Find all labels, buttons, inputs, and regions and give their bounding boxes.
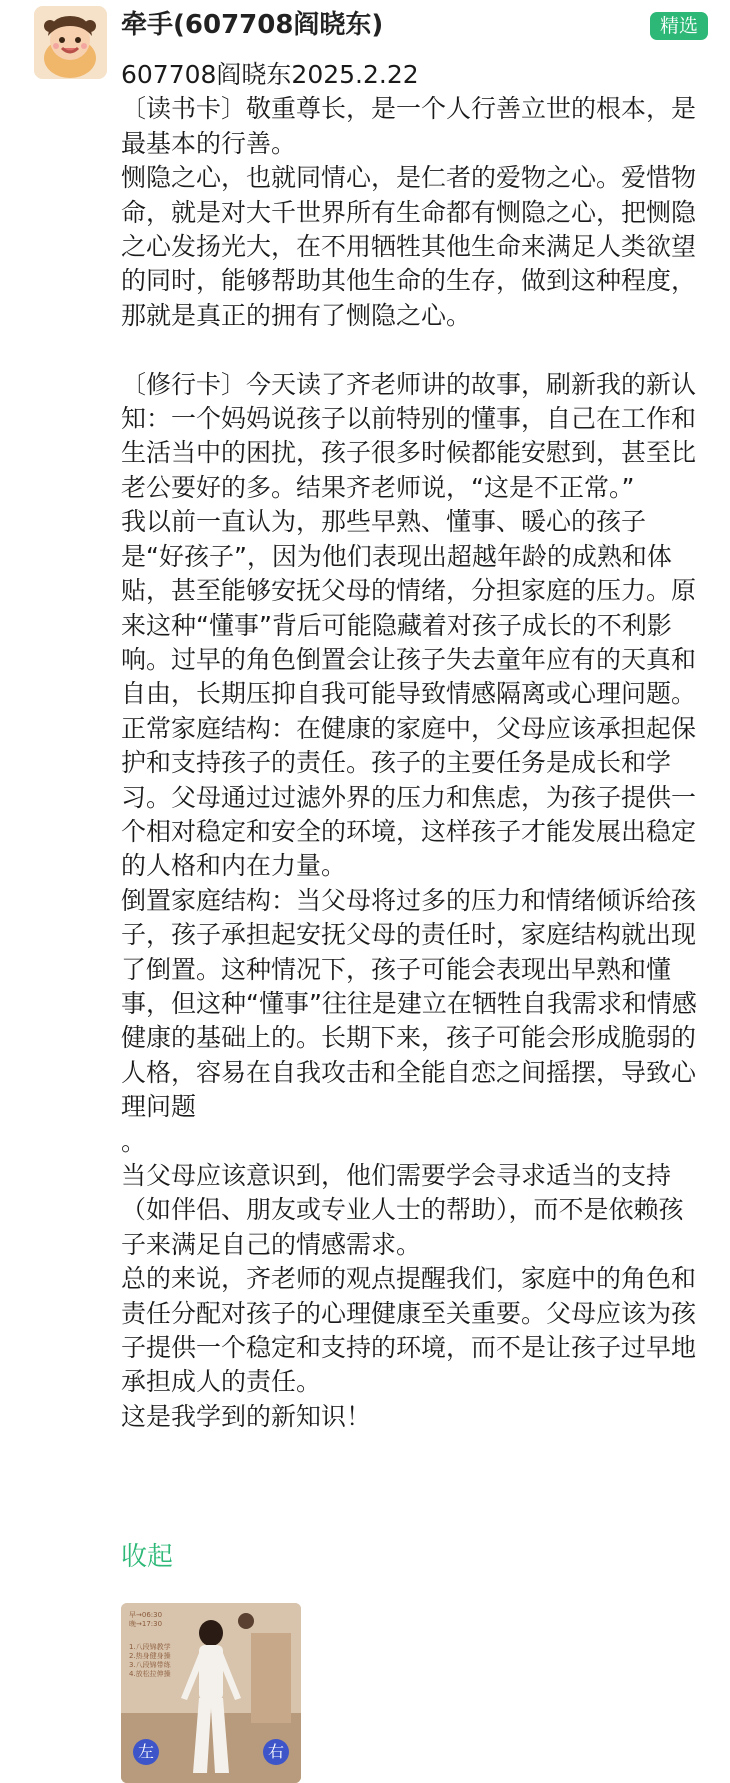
- post-body-text: 607708阎晓东2025.2.22 〔读书卡〕敬重尊长，是一个人行善立世的根本，是最基本的行善。 恻隐之心，也就同情心，是仁者的爱物之心。爱惜物命，就是对大千世界所有生命都有恻隐之心，把恻隐之心发扬光大，在不用牺牲其他生命来满足人类欲望的同时，能够帮助其他生命的生存，做到这种程度，那就是真正的拥有了恻隐之心。 〔修行卡〕今天读了齐老师讲的故事，刷新我的新认知：一个妈妈说孩子以前特别的懂事，自己在工作和生活当中的困扰，孩子很多时候都能安慰到，甚至比老公要好的多。结果齐老师说，“这是不正常。” 我以前一直认为，那些早熟、懂事、暖心的孩子是“好孩子”，因为他们表现出超越年龄的成熟和体贴，甚至能够安抚父母的情绪，分担家庭的压力。原来这种“懂事”背后可能隐藏着对孩子成长的不利影响。过早的角色倒置会让孩子失去童年应有的天真和自由，长期压抑自我可能导致情感隔离或心理问题。 正常家庭结构：在健康的家庭中，父母应该承担起保护和支持孩子的责任。孩子的主要任务是成长和学习。父母通过过滤外界的压力和焦虑，为孩子提供一个相对稳定和安全的环境，这样孩子才能发展出稳定的人格和内在力量。 倒置家庭结构：当父母将过多的压力和情绪倾诉给孩子，孩子承担起安抚父母的责任时，家庭结构就出现了倒置。这种情况下，孩子可能会表现出早熟和懂事，但这种“懂事”往往是建立在牺牲自我需求和情感健康的基础上的。长期下来，孩子可能会形成脆弱的人格，容易在自我攻击和全能自恋之间摇摆，导致心理问题 。 当父母应该意识到，他们需要学会寻求适当的支持（如伴侣、朋友或专业人士的帮助），而不是依赖孩子来满足自己的情感需求。 总的来说，齐老师的观点提醒我们，家庭中的角色和责任分配对孩子的心理健康至关重要。父母应该为孩子提供一个稳定和支持的环境，而不是让孩子过早地承担成人的责任。 这是我学到的新知识！: [121, 60, 697, 1431]
- post-image-thumbnail[interactable]: [121, 1603, 301, 1783]
- avatar[interactable]: [34, 6, 107, 79]
- schedule-line: 3.八段锦带练: [129, 1661, 171, 1669]
- schedule-line: 2.热身健身操: [129, 1652, 171, 1660]
- schedule-line: 1.八段锦教学: [129, 1643, 171, 1651]
- featured-badge: 精选: [650, 12, 708, 40]
- collapse-button[interactable]: 收起: [121, 1542, 174, 1572]
- schedule-line: 晚→17:30: [129, 1620, 163, 1628]
- left-label: 左: [133, 1739, 159, 1765]
- schedule-overlay: [129, 1611, 179, 1679]
- author-name[interactable]: 牵手(607708阎晓东): [121, 10, 384, 40]
- schedule-line: 早→06:30: [129, 1611, 163, 1619]
- right-label: 右: [263, 1739, 289, 1765]
- schedule-line: 4.放松拉伸操: [129, 1670, 171, 1678]
